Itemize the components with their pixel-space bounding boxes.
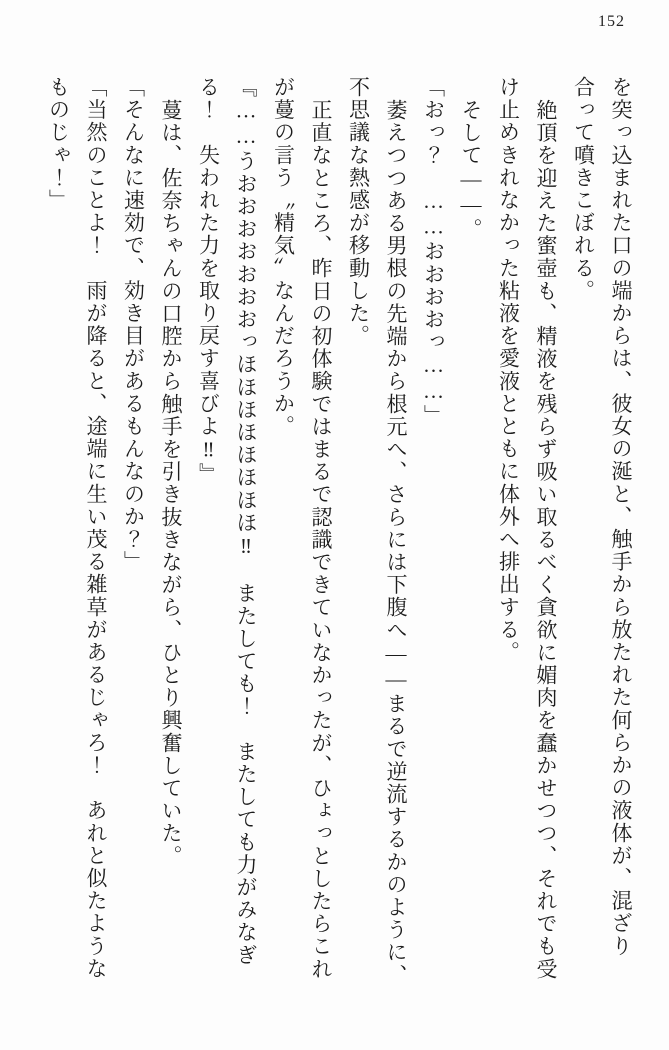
text-column: 正直なところ、昨日の初体験ではまるで認識できていなかったが、ひょっとしたらこれ [309, 99, 333, 981]
text-column: 萎えつつある男根の先端から根元へ、さらには下腹へ――まるで逆流するかのように、 [384, 99, 408, 987]
page-number: 152 [598, 13, 625, 30]
text-column: 「おっ？ ……おおおおっ……」 [421, 76, 446, 427]
text-column: そして――。 [459, 99, 483, 241]
text-column: 「当然のことよ！ 雨が降ると、途端に生い茂る雑草があるじゃろ！ あれと似たような [84, 76, 108, 980]
text-column: け止めきれなかった粘液を愛液とともに体外へ排出する。 [496, 76, 521, 664]
page-text [38, 76, 639, 1016]
text-column: 不思議な熱感が移動した。 [346, 76, 371, 348]
text-column: 合って噴きこぼれる。 [571, 76, 596, 302]
text-column: が蔓の言う〝精気〟なんだろうか。 [271, 76, 296, 438]
text-column: ものじゃ！」 [46, 76, 71, 212]
text-column: 蔓は、佐奈ちゃんの口腔から触手を引き抜きながら、ひとり興奮していた。 [159, 99, 183, 868]
text-column: を突っ込まれた口の端からは、彼女の涎と、触手から放たれた何らかの液体が、混ざり [609, 76, 633, 958]
text-column: 「そんなに速効で、効き目があるもんなのか？」 [121, 76, 146, 574]
text-column: 『……うおおおおおおおっほほほほほほほほ‼ またしても！ またしても力がみなぎ [234, 76, 258, 967]
text-column: 絶頂を迎えた蜜壺も、精液を残らず吸い取るべく貪欲に媚肉を蠢かせつつ、それでも受 [534, 99, 558, 981]
text-column: る！ 失われた力を取り戻す喜びよ‼』 [196, 76, 221, 486]
